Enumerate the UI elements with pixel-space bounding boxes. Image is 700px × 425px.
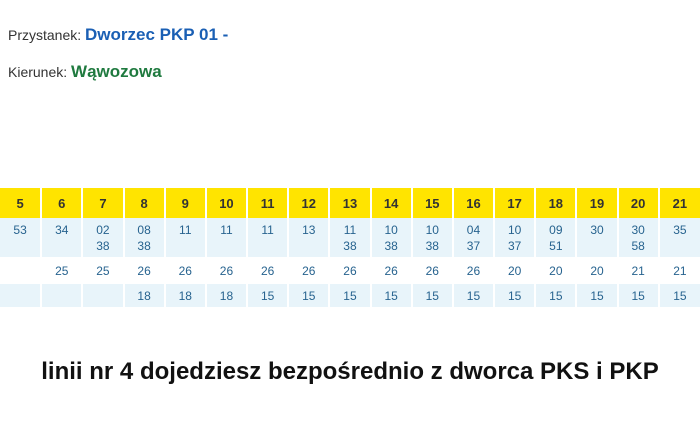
minutes-cell (288, 258, 329, 283)
hour-header-cell: 17 (494, 188, 535, 218)
minute-value: 15 (549, 289, 563, 303)
minute-value: 26 (219, 264, 234, 278)
minute-value: 08 (137, 223, 151, 237)
hour-header-cell: 10 (206, 188, 247, 218)
minute-value: 02 (96, 223, 110, 237)
minute-value: 51 (549, 239, 563, 253)
minutes-cell (288, 283, 329, 308)
minute-value: 30 (631, 223, 645, 237)
minutes-cell (82, 283, 123, 308)
minutes-cell (206, 258, 247, 283)
minutes-cell (535, 283, 576, 308)
departures-table (0, 188, 700, 309)
minutes-cell (371, 218, 412, 258)
minute-value: 15 (507, 289, 522, 303)
minutes-cell (206, 218, 247, 258)
minutes-cell (453, 283, 494, 308)
minutes-cell (165, 283, 206, 308)
minute-value: 30 (590, 223, 604, 237)
table-row (0, 283, 700, 308)
minutes-cell (494, 258, 535, 283)
minute-value: 15 (466, 289, 481, 303)
minute-value: 37 (507, 239, 522, 253)
minutes-cell (494, 283, 535, 308)
minute-value: 20 (590, 264, 604, 278)
hour-header-row (0, 188, 700, 218)
minutes-cell (535, 218, 576, 258)
hour-header-cell: 9 (165, 188, 206, 218)
minutes-cell (535, 258, 576, 283)
minutes-cell (576, 283, 617, 308)
minutes-cell (247, 218, 288, 258)
minutes-cell (659, 218, 700, 258)
minute-value: 26 (178, 264, 192, 278)
minutes-cell (247, 258, 288, 283)
hour-header-cell: 11 (247, 188, 288, 218)
minute-value: 15 (631, 289, 645, 303)
minute-value: 26 (137, 264, 151, 278)
hour-header-cell: 8 (124, 188, 165, 218)
hour-header-cell: 15 (412, 188, 453, 218)
minutes-cell (412, 283, 453, 308)
hour-header-cell: 20 (618, 188, 659, 218)
minute-value: 38 (425, 239, 439, 253)
minutes-cell (165, 258, 206, 283)
minute-value: 20 (549, 264, 563, 278)
stop-name: Dworzec PKP 01 - (85, 25, 229, 44)
minutes-cell (659, 258, 700, 283)
minute-value: 34 (55, 223, 69, 237)
minutes-cell (41, 283, 82, 308)
minutes-cell (371, 258, 412, 283)
minute-value: 09 (549, 223, 563, 237)
minute-value: 21 (673, 264, 687, 278)
minute-value: 21 (631, 264, 645, 278)
minute-value: 11 (343, 223, 357, 237)
minutes-cell (412, 218, 453, 258)
minutes-cell (288, 218, 329, 258)
minute-value: 15 (590, 289, 604, 303)
minute-value: 15 (343, 289, 357, 303)
minutes-cell (247, 283, 288, 308)
minute-value: 25 (96, 264, 110, 278)
stop-label: Przystanek: (8, 27, 82, 43)
minutes-cell (124, 258, 165, 283)
minutes-cell (329, 218, 370, 258)
hour-header-cell: 6 (41, 188, 82, 218)
minutes-cell (453, 218, 494, 258)
minute-value: 18 (137, 289, 151, 303)
minute-value: 38 (343, 239, 357, 253)
hour-header-cell: 18 (535, 188, 576, 218)
minutes-cell (371, 283, 412, 308)
minutes-cell (165, 218, 206, 258)
hour-header-cell: 16 (453, 188, 494, 218)
minute-value: 35 (673, 223, 687, 237)
minute-value: 26 (302, 264, 316, 278)
minute-value: 38 (96, 239, 110, 253)
minutes-cell (412, 258, 453, 283)
minutes-cell (618, 283, 659, 308)
table-row (0, 258, 700, 283)
minutes-cell (576, 258, 617, 283)
minutes-cell (576, 218, 617, 258)
minute-value: 11 (220, 223, 233, 237)
direction-name: Wąwozowa (71, 62, 162, 81)
minutes-cell (41, 258, 82, 283)
minutes-cell (618, 218, 659, 258)
direction-label: Kierunek: (8, 64, 68, 80)
minute-value: 37 (466, 239, 481, 253)
minutes-cell (0, 258, 41, 283)
hour-header-cell: 12 (288, 188, 329, 218)
minute-value: 20 (507, 264, 522, 278)
minutes-cell (659, 283, 700, 308)
hour-header-cell: 14 (371, 188, 412, 218)
minutes-cell (618, 258, 659, 283)
minutes-cell (41, 218, 82, 258)
minute-value: 18 (178, 289, 192, 303)
minute-value: 10 (425, 223, 439, 237)
table-row (0, 218, 700, 258)
direction-info-line (8, 62, 162, 82)
minute-value: 53 (13, 223, 27, 237)
table-header (0, 188, 700, 218)
minute-value: 26 (343, 264, 357, 278)
minutes-cell (82, 218, 123, 258)
minute-value: 25 (55, 264, 69, 278)
minute-value: 04 (466, 223, 481, 237)
hour-header-cell: 21 (659, 188, 700, 218)
minute-value: 10 (507, 223, 522, 237)
minutes-cell (206, 283, 247, 308)
stop-info-line (8, 25, 228, 45)
minute-value: 15 (384, 289, 398, 303)
minutes-cell (453, 258, 494, 283)
minutes-cell (329, 283, 370, 308)
table-body (0, 218, 700, 308)
minutes-cell (329, 258, 370, 283)
minute-value: 11 (179, 223, 192, 237)
hour-header-cell: 19 (576, 188, 617, 218)
minutes-cell (0, 218, 41, 258)
minute-value: 10 (384, 223, 398, 237)
minutes-cell (494, 218, 535, 258)
minute-value: 15 (425, 289, 439, 303)
minute-value: 38 (384, 239, 398, 253)
minute-value: 26 (425, 264, 439, 278)
minute-value: 26 (260, 264, 275, 278)
minute-value: 26 (384, 264, 398, 278)
minutes-cell (0, 283, 41, 308)
minute-value: 38 (137, 239, 151, 253)
minute-value: 11 (261, 223, 274, 237)
minutes-cell (82, 258, 123, 283)
hour-header-cell: 13 (329, 188, 370, 218)
minute-value: 26 (466, 264, 481, 278)
minute-value: 15 (260, 289, 275, 303)
minutes-cell (124, 218, 165, 258)
banner-text: linii nr 4 dojedziesz bezpośrednio z dworca PKS i PKP (41, 358, 659, 385)
minute-value: 15 (673, 289, 687, 303)
minute-value: 13 (302, 223, 316, 237)
hour-header-cell: 7 (82, 188, 123, 218)
minute-value: 18 (219, 289, 234, 303)
minutes-cell (124, 283, 165, 308)
hour-header-cell: 5 (0, 188, 41, 218)
minute-value: 58 (631, 239, 645, 253)
minute-value: 15 (302, 289, 316, 303)
